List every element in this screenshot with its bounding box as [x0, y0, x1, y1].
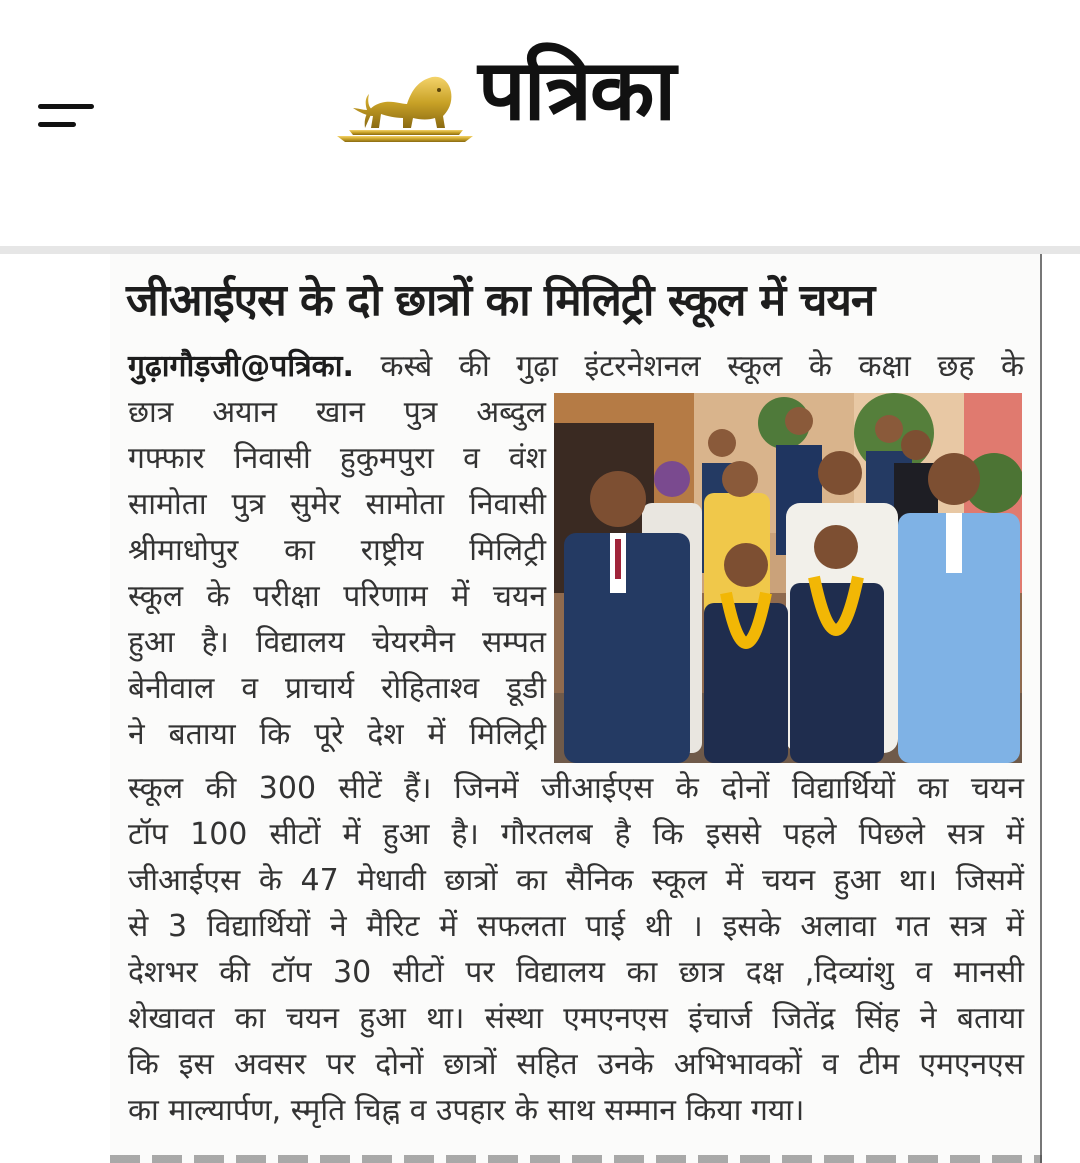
article-line: कि इस अवसर पर दोनों छात्रों सहित उनके अभिभावकों व टीम एमएनएस — [128, 1047, 1024, 1082]
column-rule — [1040, 254, 1042, 1163]
article-line: जीआईएस के 47 मेधावी छात्रों का सैनिक स्कूल में चयन हुआ था। जिसमें — [128, 863, 1024, 898]
article-line: सामोता पुत्र सुमेर सामोता निवासी — [128, 487, 546, 522]
article-line: स्कूल की 300 सीटें हैं। जिनमें जीआईएस के दोनों विद्यार्थियों का चयन — [128, 771, 1024, 806]
article-headline: जीआईएस के दो छात्रों का मिलिट्री स्कूल में चयन — [126, 275, 875, 326]
next-text-line-fragment — [110, 1155, 1042, 1163]
article-line: गुढ़ागौड़जी@पत्रिका. कस्बे की गुढ़ा इंटरनेशनल स्कूल के कक्षा छह के — [128, 349, 1024, 384]
article-line: से 3 विद्यार्थियों ने मैरिट में सफलता पाई थी । इसके अलावा गत सत्र में — [128, 909, 1024, 944]
header-divider — [0, 246, 1080, 254]
golden-lion-icon — [335, 64, 475, 146]
article-line: छात्र अयान खान पुत्र अब्दुल — [128, 395, 546, 430]
article-line: बेनीवाल व प्राचार्य रोहिताश्व डूडी — [128, 671, 546, 706]
site-logo[interactable]: पत्रिका — [478, 41, 675, 139]
article-line: स्कूल के परीक्षा परिणाम में चयन — [128, 579, 546, 614]
article-line: श्रीमाधोपुर का राष्ट्रीय मिलिट्री — [128, 533, 546, 568]
article-line: का माल्यार्पण, स्मृति चिह्न व उपहार के साथ सम्मान किया गया। — [128, 1093, 805, 1128]
article-line: देशभर की टॉप 30 सीटों पर विद्यालय का छात्र दक्ष ,दिव्यांशु व मानसी — [128, 955, 1024, 990]
article-photo — [554, 393, 1022, 763]
article-line: हुआ है। विद्यालय चेयरमैन सम्पत — [128, 625, 546, 660]
article-line: शेखावत का चयन हुआ था। संस्था एमएनएस इंचार्ज जितेंद्र सिंह ने बताया — [128, 1001, 1024, 1036]
article-dateline: गुढ़ागौड़जी@पत्रिका. — [128, 349, 354, 384]
article-line: टॉप 100 सीटों में हुआ है। गौरतलब है कि इससे पहले पिछले सत्र में — [128, 817, 1024, 852]
article-line: गफ्फार निवासी हुकुमपुरा व वंश — [128, 441, 546, 476]
site-header — [0, 0, 1080, 246]
hamburger-menu-icon[interactable] — [38, 98, 98, 138]
article-line: ने बताया कि पूरे देश में मिलिट्री — [128, 717, 546, 752]
